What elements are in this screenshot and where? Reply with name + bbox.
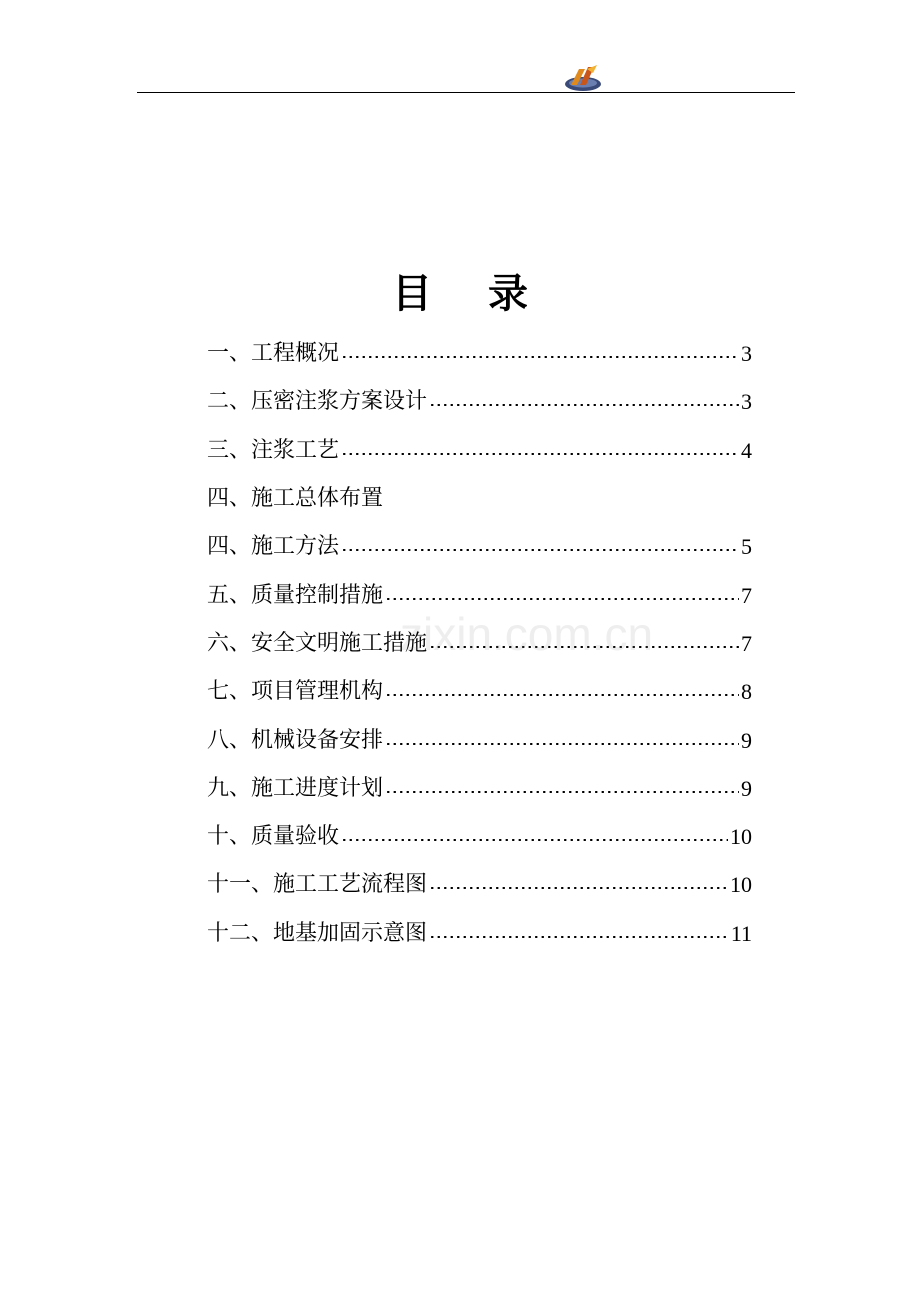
toc-entry-label: 四、施工方法: [207, 534, 340, 560]
toc-entry[interactable]: [207, 861, 752, 909]
toc-entry[interactable]: [207, 330, 752, 378]
toc-entry[interactable]: [207, 475, 752, 523]
toc-dot-leader: [385, 598, 739, 600]
toc-dot-leader: [385, 694, 739, 696]
toc-dot-leader: [341, 549, 739, 551]
toc-page-number: 7: [741, 630, 752, 656]
toc-page-number: 7: [741, 582, 752, 608]
toc-dot-leader: [429, 404, 739, 406]
toc-page-number: 9: [741, 775, 752, 801]
toc-page-number: 8: [741, 679, 752, 705]
toc-dot-leader: [429, 887, 728, 889]
company-logo-icon: [563, 63, 603, 93]
toc-entry[interactable]: [207, 668, 752, 716]
watermark: zixin.com.cn: [400, 608, 654, 660]
toc-entry-label: 十一、施工工艺流程图: [207, 872, 428, 898]
toc-entry-label: 二、压密注浆方案设计: [207, 389, 428, 415]
toc-dot-leader: [385, 791, 739, 793]
toc-entry-label: 九、施工进度计划: [207, 775, 384, 801]
toc-list: [207, 330, 752, 958]
toc-entry[interactable]: [207, 765, 752, 813]
toc-entry-label: 六、安全文明施工措施: [207, 630, 428, 656]
toc-entry-label: 一、工程概况: [207, 341, 340, 367]
toc-dot-leader: [429, 646, 739, 648]
toc-entry[interactable]: [207, 716, 752, 764]
toc-page-number: 5: [741, 534, 752, 560]
toc-entry[interactable]: [207, 378, 752, 426]
toc-entry-label: 七、项目管理机构: [207, 679, 384, 705]
toc-entry-label: 三、注浆工艺: [207, 437, 340, 463]
toc-entry-label: 十二、地基加固示意图: [207, 920, 428, 946]
page-title: 目录: [392, 270, 584, 317]
toc-page-number: 4: [741, 437, 752, 463]
toc-entry[interactable]: [207, 813, 752, 861]
toc-page-number: 3: [741, 389, 752, 415]
toc-dot-leader: [341, 356, 739, 358]
toc-dot-leader: [429, 936, 729, 938]
toc-page-number: 3: [741, 341, 752, 367]
toc-page-number: 11: [730, 920, 752, 946]
toc-entry-label: 四、施工总体布置: [207, 486, 384, 512]
toc-entry[interactable]: [207, 571, 752, 619]
header-rule: [137, 92, 795, 93]
toc-entry[interactable]: [207, 523, 752, 571]
toc-page-number: 10: [730, 824, 752, 850]
toc-dot-leader: [385, 743, 739, 745]
toc-page-number: 9: [741, 727, 752, 753]
toc-entry-label: 五、质量控制措施: [207, 582, 384, 608]
toc-entry[interactable]: [207, 620, 752, 668]
toc-page-number: 10: [730, 872, 752, 898]
toc-dot-leader: [341, 839, 728, 841]
toc-entry[interactable]: [207, 427, 752, 475]
toc-entry[interactable]: [207, 910, 752, 958]
toc-dot-leader: [341, 453, 739, 455]
toc-entry-label: 八、机械设备安排: [207, 727, 384, 753]
toc-entry-label: 十、质量验收: [207, 824, 340, 850]
